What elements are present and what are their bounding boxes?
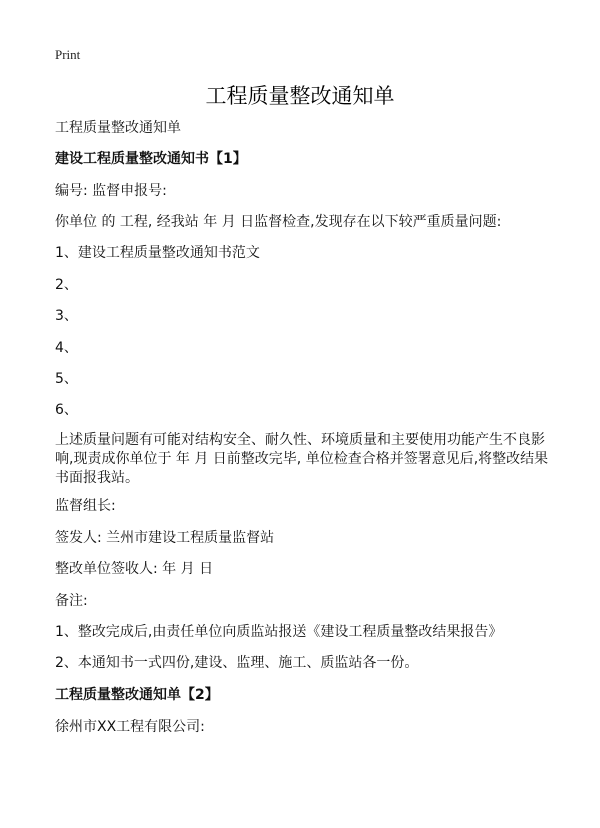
remark-item-2: 2、本通知书一式四份,建设、监理、施工、质监站各一份。 (55, 655, 419, 671)
number-line: 编号: 监督申报号: (55, 183, 167, 199)
remark-item-1: 1、整改完成后,由责任单位向质监站报送《建设工程质量整改结果报告》 (55, 624, 503, 640)
issue-item-4: 4、 (55, 340, 78, 356)
addressee-line: 徐州市XX工程有限公司: (55, 719, 205, 735)
print-link[interactable]: Print (55, 47, 81, 62)
issue-item-6: 6、 (55, 402, 78, 418)
section2-heading: 工程质量整改通知单【2】 (55, 687, 219, 703)
receiver-line: 整改单位签收人: 年 月 日 (55, 561, 214, 577)
issuer-line: 签发人: 兰州市建设工程质量监督站 (55, 530, 275, 546)
issue-item-2: 2、 (55, 277, 78, 293)
document-subtitle: 工程质量整改通知单 (55, 120, 181, 136)
consequence-paragraph: 上述质量问题有可能对结构安全、耐久性、环境质量和主要使用功能产生不良影响,现责成你单位于 年 月 日前整改完毕, 单位检查合格并签署意见后,将整改结果书面报我站。 (55, 432, 549, 486)
issue-item-3: 3、 (55, 308, 78, 324)
remarks-label: 备注: (55, 593, 88, 609)
supervisor-line: 监督组长: (55, 498, 116, 514)
page-title: 工程质量整改通知单 (205, 84, 395, 108)
issue-item-5: 5、 (55, 371, 78, 387)
section1-heading: 建设工程质量整改通知书【1】 (55, 151, 247, 167)
intro-paragraph: 你单位 的 工程, 经我站 年 月 日监督检查,发现存在以下较严重质量问题: (55, 214, 502, 230)
issue-item-1: 1、建设工程质量整改通知书范文 (55, 245, 260, 261)
